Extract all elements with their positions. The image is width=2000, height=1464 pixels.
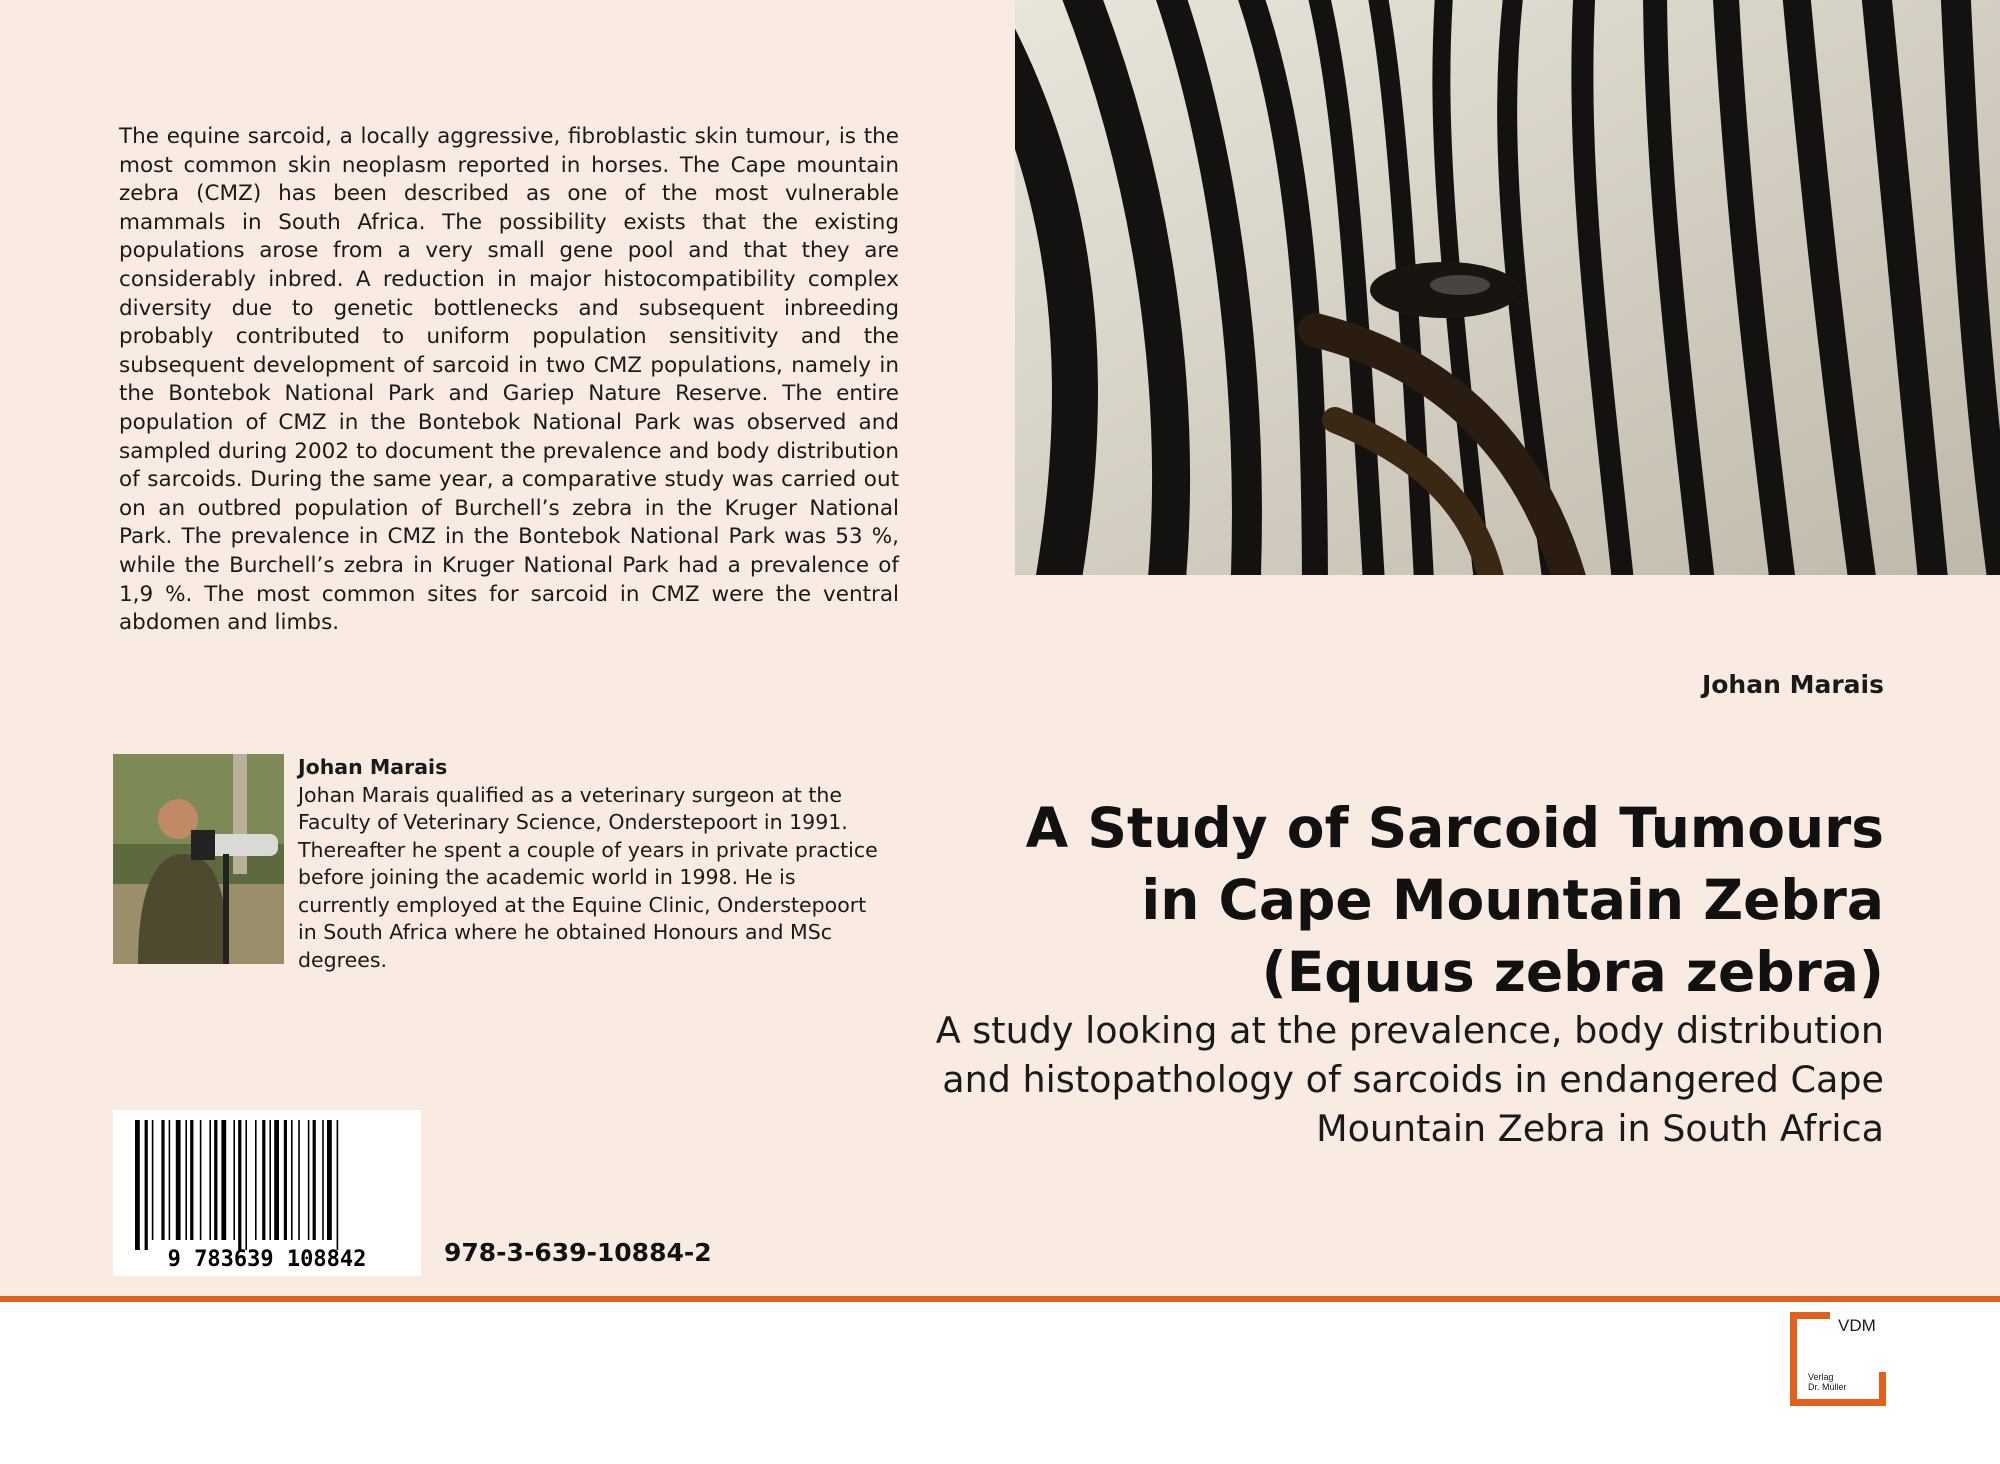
- barcode-bar: [190, 1120, 193, 1240]
- barcode-bar: [269, 1120, 271, 1240]
- title-line-1: A Study of Sarcoid Tumours: [1025, 796, 1884, 860]
- barcode-digits: 9 783639 108842: [167, 1247, 367, 1272]
- isbn-barcode: [113, 1110, 421, 1276]
- front-author-name: Johan Marais: [1701, 670, 1884, 699]
- barcode-bar: [238, 1120, 241, 1250]
- barcode-bar: [214, 1120, 217, 1240]
- barcode-bar: [327, 1120, 332, 1240]
- barcode-bar: [313, 1120, 316, 1240]
- orange-divider: [0, 1296, 2000, 1302]
- barcode-bar: [221, 1120, 226, 1240]
- title-line-3: (Equus zebra zebra): [1261, 940, 1884, 1004]
- barcode-bar: [262, 1120, 265, 1240]
- author-bio: [298, 754, 888, 974]
- barcode-bar: [274, 1120, 279, 1240]
- barcode-bar: [245, 1120, 247, 1250]
- barcode-bar: [298, 1120, 300, 1240]
- bio-author-name: Johan Marais: [298, 755, 448, 779]
- barcode-bar: [200, 1120, 202, 1240]
- back-cover-blurb: The equine sarcoid, a locally aggressive, fibroblastic skin tumour, is the most common skin neoplasm reported in horses. The Cape mountain zebra (CMZ) has been described as one of the most vulnerable mammals in South Africa. The possibility exists that the existing populations arose from a very small gene pool and that they are considerably inbred. A reduction in major histocompatibility complex diversity due to genetic bottlenecks and subsequent inbreeding probably contributed to uniform population sensitivity and the subsequent development of sarcoid in two CMZ populations, namely in the Bontebok National Park and Gariep Nature Reserve. The entire population of CMZ in the Bontebok National Park was observed and sampled during 2002 to document the prevalence and body distribution of sarcoids. During the same year, a comparative study was carried out on an outbred population of Burchell’s zebra in the Kruger National Park. The prevalence in CMZ in the Bontebok National Park was 53 %, while the Burchell’s zebra in Kruger National Park had a prevalence of 1,9 %. The most common sites for sarcoid in CMZ were the ventral abdomen and limbs.: [119, 124, 899, 636]
- zebra-photo: [1015, 0, 2000, 575]
- author-photo: [113, 754, 284, 964]
- barcode-bar: [322, 1120, 324, 1240]
- barcode-bar: [337, 1120, 339, 1250]
- barcode-bar: [308, 1120, 310, 1240]
- book-title: [984, 792, 1884, 1008]
- barcode-bar: [135, 1120, 140, 1250]
- vdm-logo-subtext: [1808, 1372, 1847, 1392]
- barcode-bar: [209, 1120, 211, 1240]
- title-line-2: in Cape Mountain Zebra: [1141, 868, 1884, 932]
- barcode-bar: [284, 1120, 287, 1240]
- barcode-bar: [185, 1120, 187, 1240]
- vdm-logo-line-2: Dr. Müller: [1808, 1382, 1847, 1392]
- vdm-publisher-logo: [1790, 1312, 1886, 1406]
- vdm-logo-line-1: Verlag: [1808, 1372, 1834, 1382]
- barcode-bar: [145, 1120, 148, 1250]
- barcode-bar: [255, 1120, 257, 1240]
- book-subtitle: A study looking at the prevalence, body distribution and histopathology of sarcoids in endangered Cape Mountain Zebra in South Africa: [935, 1009, 1884, 1150]
- barcode-bar: [233, 1120, 235, 1240]
- barcode-bar: [176, 1120, 181, 1240]
- bio-text: Johan Marais qualified as a veterinary surgeon at the Faculty of Veterinary Science, Onderstepoort in 1991. Thereafter he spent a couple of years in private practice before joining the academic world in 1998. He is currently employed at the Equine Clinic, Onderstepoort in South Africa where he obtained Honours and MSc degrees.: [298, 782, 878, 972]
- barcode-bar: [169, 1120, 171, 1240]
- barcode-bar: [291, 1120, 293, 1240]
- barcode-bar: [161, 1120, 164, 1240]
- isbn-number: 978-3-639-10884-2: [444, 1238, 712, 1267]
- vdm-logo-text: VDM: [1838, 1316, 1876, 1335]
- barcode-bar: [152, 1120, 154, 1240]
